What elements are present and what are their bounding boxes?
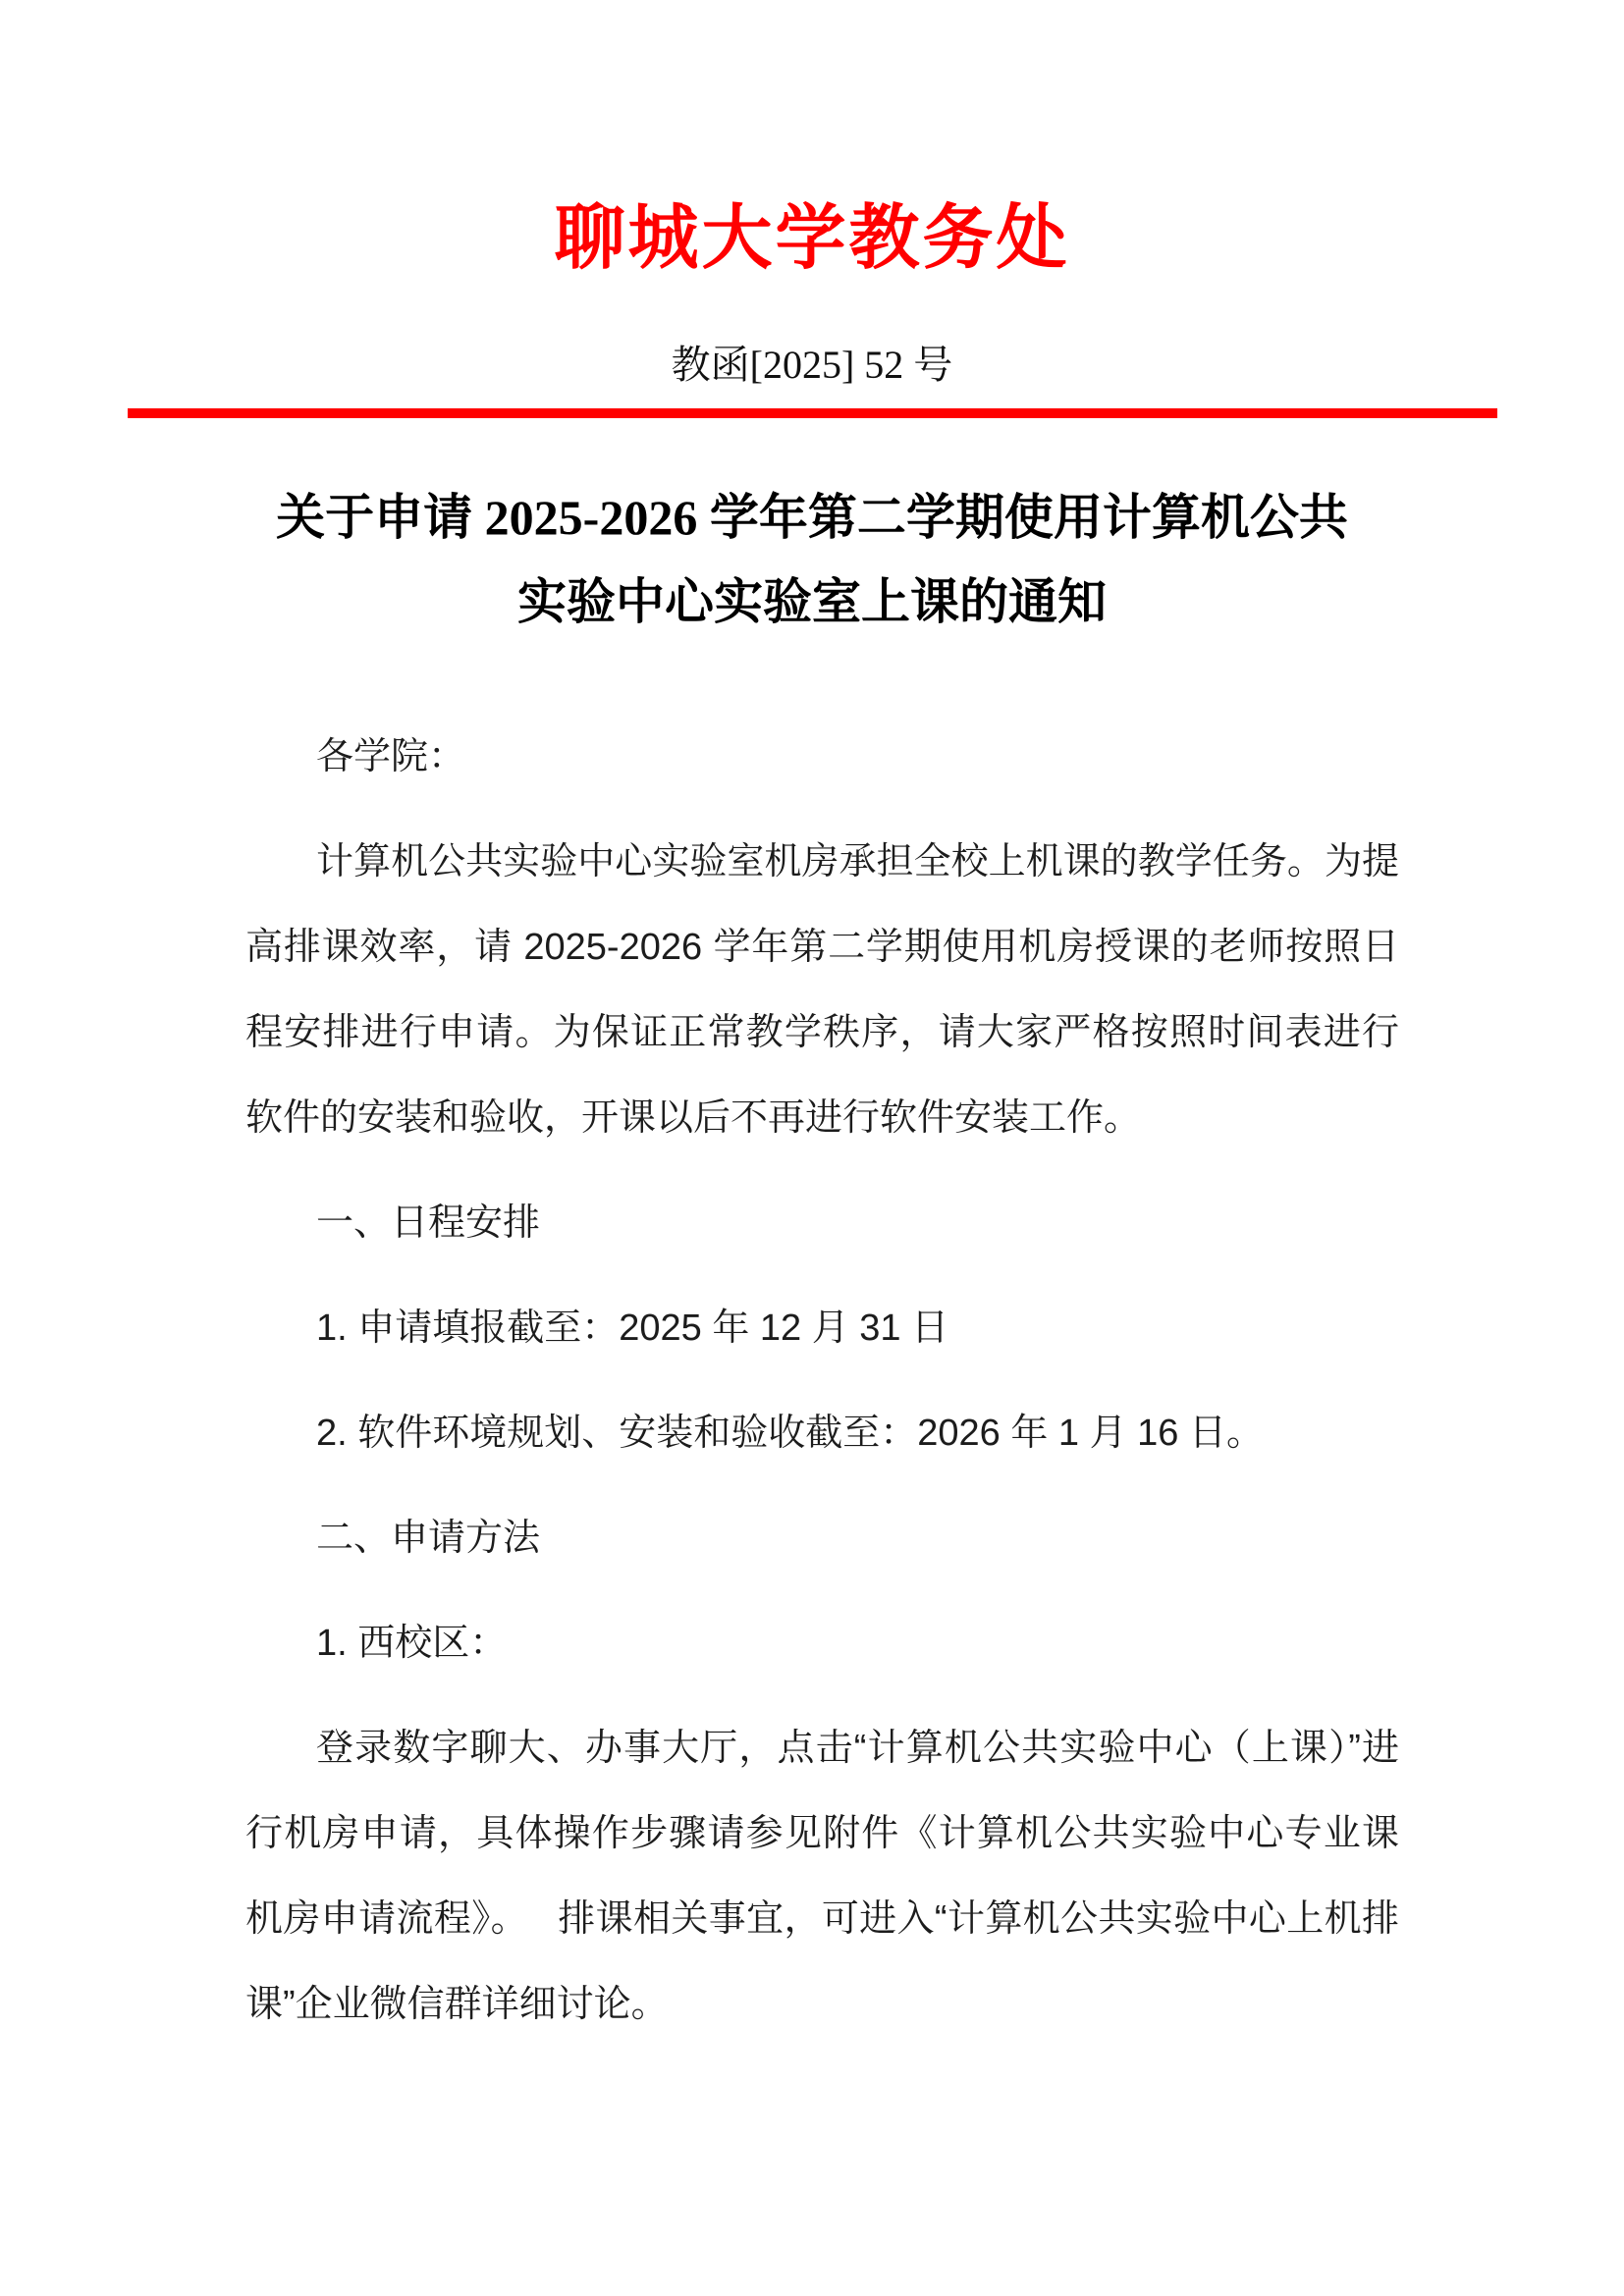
notice-title-line2: 实验中心实验室上课的通知 xyxy=(517,574,1107,629)
letterhead-org-name: 聊城大学教务处 xyxy=(554,199,1070,278)
section-2-heading: 二、申请方法 xyxy=(316,1518,541,1559)
west-campus-detail-paragraph: 登录数字聊大、办事大厅，点击“计算机公共实验中心（上课）”进行机房申请，具体操作步骤请参见附件《计算机公共实验中心专业课机房申请流程》。 排课相关事宜，可进入“计算机公共实验中心上机排课”企业微信群详细讨论。 xyxy=(245,1728,1399,2025)
section-1-item-1: 1. 申请填报截至：2025 年 12 月 31 日 xyxy=(316,1308,949,1349)
notice-title-line1: 关于申请 2025-2026 学年第二学期使用计算机公共 xyxy=(276,490,1348,545)
red-divider-rule xyxy=(128,408,1497,418)
section-2-subitem-heading: 1. 西校区： xyxy=(316,1623,508,1664)
intro-paragraph: 计算机公共实验中心实验室机房承担全校上机课的教学任务。为提高排课效率，请 2025-2026 学年第二学期使用机房授课的老师按照日程安排进行申请。为保证正常教学秩序，请大家严格按照时间表进行软件的安装和验收，开课以后不再进行软件安装工作。 xyxy=(245,841,1399,1139)
section-1-heading: 一、日程安排 xyxy=(316,1202,541,1244)
salutation: 各学院： xyxy=(316,736,466,777)
notice-title xyxy=(0,475,1624,644)
notice-body xyxy=(245,715,1399,2048)
doc-number: 教函[2025] 52 号 xyxy=(671,343,953,387)
section-1-item-2: 2. 软件环境规划、安装和验收截至：2026 年 1 月 16 日。 xyxy=(316,1413,1264,1454)
